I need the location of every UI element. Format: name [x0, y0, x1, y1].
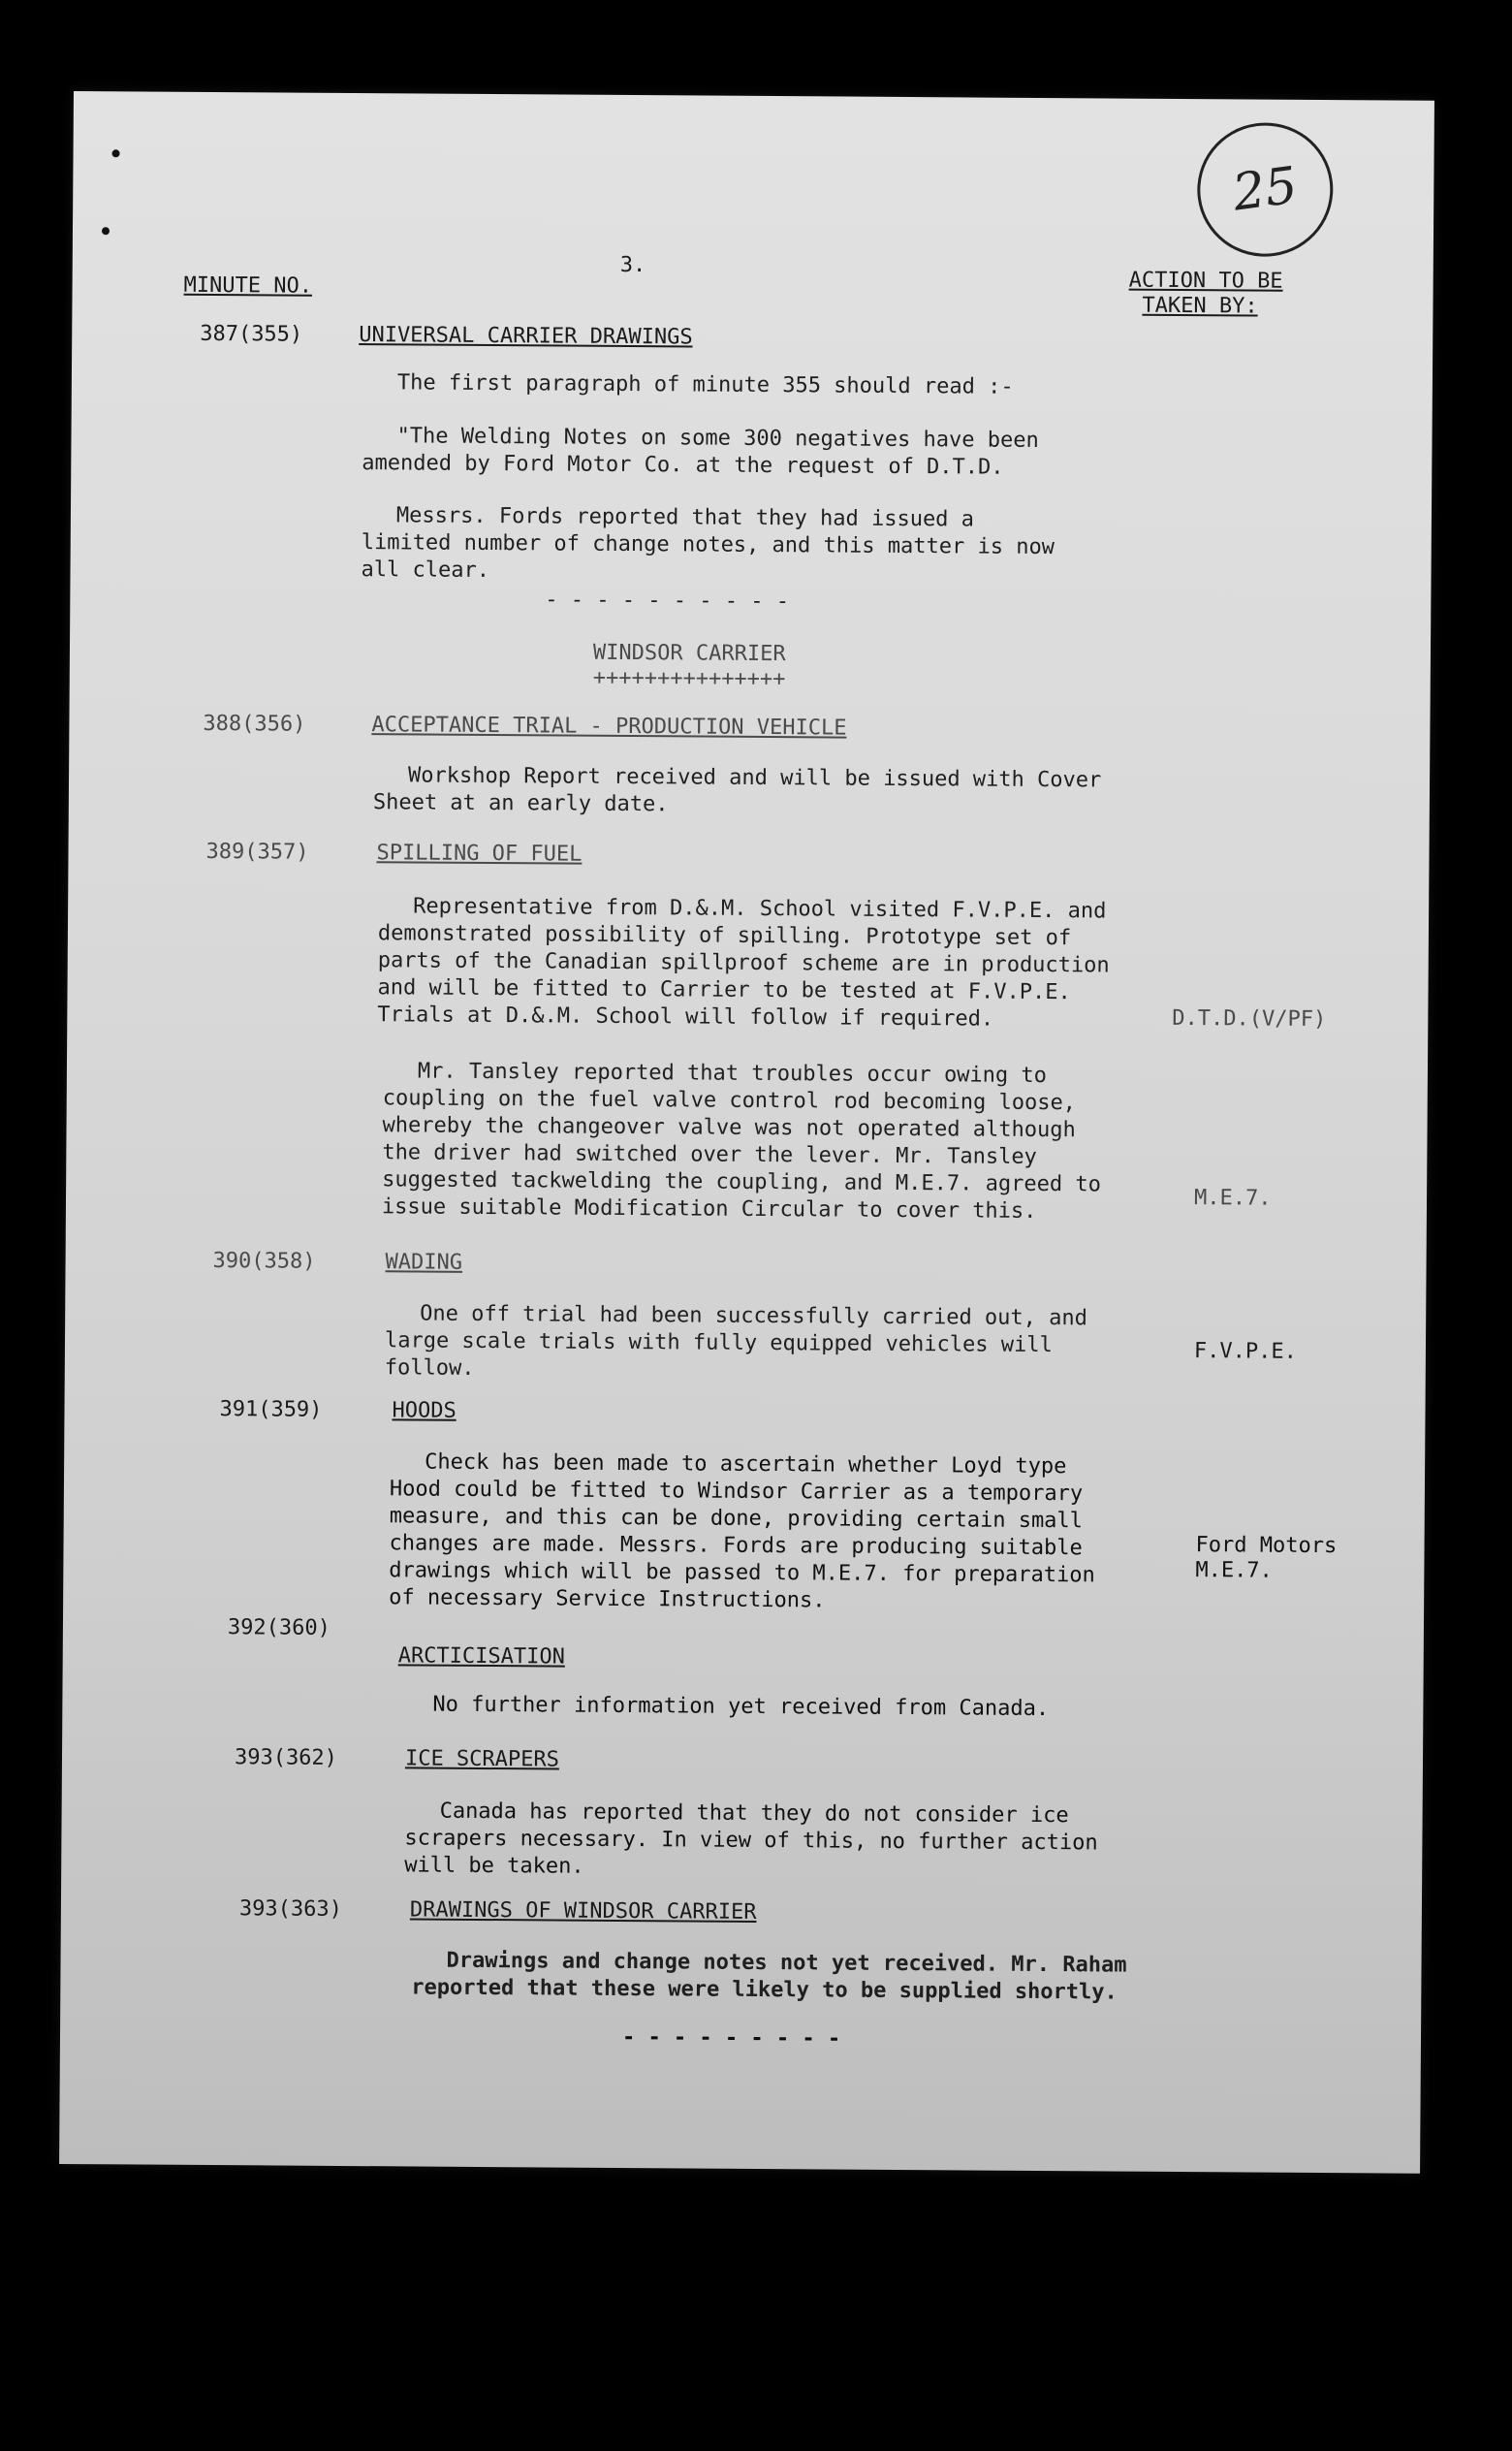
ink-speck [102, 227, 110, 235]
minute-paragraph: Check has been made to ascertain whether Loyd type Hood could be fitted to Windsor Carrier as a temporary measure, and this can be done, providing certain small changes are made. Messrs. Fords are producing suitable drawings which will be passed to M.E.7. for preparation of necessary Service Instructions. [389, 1449, 1095, 1613]
minute-paragraph: The first paragraph of minute 355 should read :- [396, 370, 1014, 399]
minute-paragraph: Drawings and change notes not yet received. Mr. Raham reported that these were likely to be supplied shortly. [411, 1948, 1127, 2005]
minute-paragraph: Messrs. Fords reported that they had issued a limited number of change notes, and this matter is now all clear. [361, 503, 1055, 584]
document-page [59, 91, 1434, 2174]
folio-number: 25 [1229, 156, 1302, 223]
section-underline: +++++++++++++++ [592, 665, 786, 692]
separator: - - - - - - - - - - [545, 588, 790, 615]
minute-heading: WADING [385, 1250, 463, 1275]
action-entry: M.E.7. [1193, 1186, 1272, 1211]
ink-speck [112, 149, 120, 157]
folio-stamp [1189, 114, 1341, 265]
separator: - - - - - - - - - [621, 2025, 841, 2052]
minute-paragraph: Workshop Report received and will be issued with Cover Sheet at an early date. [372, 763, 1102, 817]
minute-number: 387(355) [200, 321, 303, 347]
minute-paragraph: "The Welding Notes on some 300 negatives have been amended by Ford Motor Co. at the request of D.T.D. [362, 424, 1039, 480]
minute-heading: DRAWINGS OF WINDSOR CARRIER [409, 1897, 757, 1925]
minute-heading: UNIVERSAL CARRIER DRAWINGS [359, 323, 693, 350]
minute-paragraph: Canada has reported that they do not consider ice scrapers necessary. In view of this, no further action will be taken. [404, 1798, 1098, 1879]
section-title: WINDSOR CARRIER [592, 640, 786, 667]
minute-heading: SPILLING OF FUEL [376, 841, 583, 867]
minute-heading: ARCTICISATION [397, 1643, 566, 1670]
page-number: 3. [619, 252, 646, 278]
minute-heading: ICE SCRAPERS [404, 1746, 560, 1772]
minute-number: 393(363) [238, 1896, 342, 1922]
minute-number: 393(362) [234, 1745, 338, 1770]
action-entry: F.V.P.E. [1193, 1339, 1298, 1364]
action-entry: Ford Motors [1195, 1533, 1338, 1559]
minute-number: 389(357) [205, 839, 309, 865]
action-heading-line2: TAKEN BY: [1142, 293, 1258, 319]
minute-number: 392(360) [227, 1615, 331, 1640]
minute-number: 391(359) [219, 1397, 323, 1422]
minute-heading: ACCEPTANCE TRIAL - PRODUCTION VEHICLE [371, 713, 847, 741]
action-heading-line1: ACTION TO BE [1128, 268, 1283, 294]
minute-paragraph: Mr. Tansley reported that troubles occur owing to coupling on the fuel valve control rod becoming loose, whereby the changeover valve was not operated although the driver had switched over the lever. Mr. Tansley suggested tackwelding the coupling, and M.E.7. agreed to issue suitable Modification Circular to cover this. [381, 1059, 1101, 1224]
minute-paragraph: Representative from D.&.M. School visited F.V.P.E. and demonstrated possibility of spilling. Prototype set of parts of the Canadian spillproof scheme are in production and will be fitted to Carrier to be tested at F.V.P.E. Trials at D.&.M. School will follow if required. [377, 894, 1110, 1032]
action-entry: D.T.D.(V/PF) [1172, 1005, 1327, 1033]
minute-no-heading: MINUTE NO. [183, 272, 313, 299]
minute-heading: HOODS [392, 1398, 457, 1423]
minute-paragraph: No further information yet received from Canada. [432, 1692, 1050, 1722]
minute-number: 388(356) [203, 711, 306, 737]
minute-number: 390(358) [212, 1249, 316, 1274]
minute-paragraph: One off trial had been successfully carried out, and large scale trials with fully equipped vehicles will follow. [384, 1301, 1088, 1381]
action-entry: M.E.7. [1195, 1558, 1273, 1583]
